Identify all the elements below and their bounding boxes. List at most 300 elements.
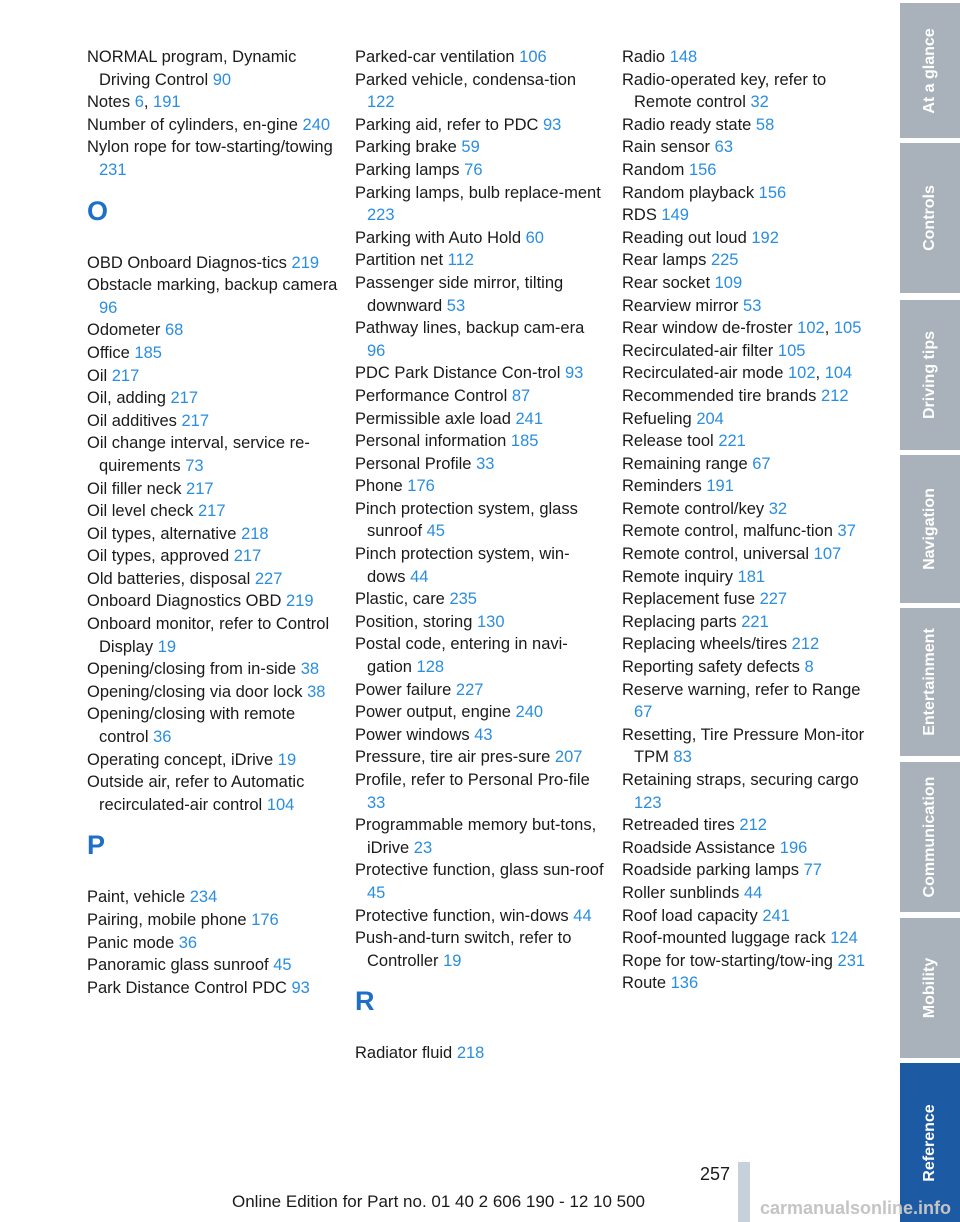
index-entry: [87, 365, 339, 388]
page-link[interactable]: 19: [443, 951, 462, 970]
index-entry: [355, 859, 607, 904]
page-link[interactable]: 102: [797, 319, 825, 338]
page-link[interactable]: 192: [751, 228, 779, 247]
page-link[interactable]: 217: [186, 479, 214, 498]
page-link[interactable]: 185: [134, 343, 162, 362]
index-term: Protective function, win-dows: [355, 906, 574, 925]
index-entry: [87, 771, 339, 816]
index-entry: [622, 927, 874, 950]
index-entry: [87, 478, 339, 501]
page-link[interactable]: 231: [837, 951, 866, 970]
index-term: Opening/closing via door lock: [87, 682, 308, 701]
index-entry: [87, 658, 339, 681]
section-letter: P: [87, 830, 106, 861]
index-entry: Notes 6, 191: [87, 93, 181, 112]
index-entry: [87, 274, 339, 319]
page-link[interactable]: 102: [787, 364, 816, 383]
page-link[interactable]: 76: [464, 160, 483, 179]
page-link[interactable]: 176: [407, 477, 435, 496]
index-entry: [355, 543, 607, 588]
page-link[interactable]: 156: [758, 183, 787, 202]
page-link[interactable]: 181: [737, 567, 766, 586]
index-entry: [87, 545, 339, 568]
index-term: Recirculated-air filter: [622, 341, 778, 360]
footer-edition: Online Edition for Part no. 01 40 2 606 190 - 12 10 500: [232, 1192, 646, 1211]
page-link[interactable]: 191: [706, 477, 734, 496]
index-entry: [87, 932, 339, 955]
section-letter: O: [87, 195, 109, 226]
index-entry: [87, 681, 339, 704]
page-link[interactable]: 38: [300, 660, 320, 679]
index-entry: [622, 114, 874, 137]
page-link[interactable]: 217: [233, 547, 262, 566]
index-term: Personal Profile: [355, 454, 477, 473]
index-entry: [87, 410, 339, 433]
index-term: Replacement fuse: [622, 590, 760, 609]
index-entry: [622, 543, 874, 566]
sidebar-tab-label: Controls: [921, 185, 938, 251]
index-term: Rain sensor: [622, 138, 715, 157]
index-entry: [622, 950, 874, 973]
index-term: Oil types, alternative: [87, 524, 242, 543]
index-entry: [622, 249, 874, 272]
index-column-3: [622, 46, 874, 995]
index-term: Retaining straps, securing cargo: [622, 771, 859, 789]
index-term: Roadside parking lamps: [622, 861, 804, 880]
index-entry: [87, 886, 339, 909]
index-term: Route: [622, 974, 671, 993]
index-term: Power windows: [355, 725, 475, 744]
index-entry: [622, 69, 874, 114]
index-term: Profile, refer to Personal Pro-file: [355, 771, 590, 789]
page-number-bar: [738, 1162, 750, 1222]
page-link[interactable]: 223: [367, 206, 395, 225]
page-link[interactable]: 185: [510, 432, 539, 451]
index-entry: [622, 408, 874, 431]
index-term: Recirculated-air mode: [622, 364, 788, 383]
page-link[interactable]: 32: [750, 93, 769, 112]
index-entry: [355, 362, 607, 385]
page-link[interactable]: 204: [696, 409, 724, 428]
page-link[interactable]: 221: [718, 432, 746, 451]
index-term: Remote control/key: [622, 499, 769, 518]
sidebar-tab-label: At a glance: [921, 27, 938, 114]
index-entry: [87, 342, 339, 365]
index-term: Protective function, glass sun-roof: [355, 861, 604, 880]
index-entry: [622, 46, 874, 69]
page-link[interactable]: 105: [833, 319, 862, 338]
index-term: Pressure, tire air pres-sure: [355, 748, 555, 767]
page-link[interactable]: 33: [476, 454, 495, 473]
index-entry: [622, 814, 874, 837]
index-term: Paint, vehicle: [87, 888, 190, 907]
sidebar-tab-communication[interactable]: [900, 762, 960, 912]
index-term: Push-and-turn switch, refer to Controller: [355, 929, 572, 970]
page-link[interactable]: 63: [714, 138, 733, 157]
index-term: Operating concept, iDrive: [87, 750, 278, 769]
index-term: Programmable memory but-tons, iDrive: [355, 816, 597, 857]
page-link[interactable]: 149: [661, 206, 689, 225]
page-link[interactable]: 240: [302, 115, 331, 134]
index-entry: [87, 977, 339, 1000]
page-link[interactable]: 207: [554, 748, 583, 767]
index-entry: [355, 272, 607, 317]
index-term: OBD Onboard Diagnos-tics: [87, 253, 292, 272]
index-entry: [355, 385, 607, 408]
index-term: Parking brake: [355, 138, 462, 157]
sidebar-tab-mobility[interactable]: [900, 918, 960, 1058]
index-term: Parked vehicle, condensa-tion: [355, 70, 577, 89]
page-link[interactable]: 104: [266, 795, 295, 814]
index-term: Park Distance Control PDC: [87, 978, 292, 997]
index-entry: [355, 498, 607, 543]
index-term: Plastic, care: [355, 590, 450, 609]
index-entry: [622, 159, 874, 182]
index-entry: [622, 905, 874, 928]
index-term: Phone: [355, 477, 408, 496]
index-entry: [87, 613, 339, 658]
index-entry: [622, 566, 874, 589]
index-term: Replacing parts: [622, 612, 742, 631]
index-entry: [622, 385, 874, 408]
index-term: Parking aid, refer to PDC: [355, 115, 543, 134]
page-link[interactable]: 19: [277, 750, 297, 769]
page-link[interactable]: 218: [241, 524, 269, 543]
index-entry: [355, 227, 607, 250]
index-term: Opening/closing with remote control: [87, 705, 296, 747]
index-term: Oil additives: [87, 411, 182, 430]
index-entry: [355, 1042, 607, 1065]
index-term: Office: [87, 343, 135, 362]
index-term: Reporting safety defects: [622, 658, 805, 677]
page-link[interactable]: 45: [273, 956, 292, 975]
page-link[interactable]: 176: [251, 911, 279, 929]
index-entry: [87, 136, 339, 181]
index-column-1: [87, 46, 339, 999]
index-term: Roadside Assistance: [622, 838, 780, 857]
index-term: Remaining range: [622, 454, 753, 473]
page-link[interactable]: 124: [830, 929, 858, 948]
chapter-sidebar: [900, 0, 960, 1222]
index-term: Remote inquiry: [622, 567, 738, 586]
page-link[interactable]: 44: [743, 883, 763, 902]
page-link[interactable]: 59: [461, 138, 480, 157]
index-entry: [622, 611, 874, 634]
page-link[interactable]: 104: [824, 364, 853, 383]
index-entry: [355, 633, 607, 678]
page-link[interactable]: 37: [837, 522, 856, 541]
page-link[interactable]: 53: [743, 296, 762, 315]
page-link[interactable]: 217: [111, 366, 140, 385]
index-entry: [355, 701, 607, 724]
index-term: Roof load capacity: [622, 906, 763, 925]
index-term: Notes: [87, 93, 135, 112]
page-link[interactable]: 240: [515, 703, 544, 722]
index-term: Replacing wheels/tires: [622, 635, 792, 654]
index-term: Radio: [622, 48, 670, 66]
index-entry: [87, 590, 339, 613]
index-term: Obstacle marking, backup camera: [87, 276, 338, 295]
index-term: Reading out loud: [622, 228, 752, 247]
index-term: NORMAL program, Dynamic Driving Control: [87, 48, 297, 89]
index-term: Personal information: [355, 432, 511, 451]
page-link[interactable]: 219: [291, 253, 320, 272]
index-term: Oil types, approved: [87, 547, 234, 566]
index-entry: [87, 46, 339, 91]
sidebar-tab-label: Driving tips: [921, 330, 938, 420]
index-entry: [87, 568, 339, 591]
page-link[interactable]: 217: [170, 389, 198, 408]
page-link[interactable]: 38: [307, 682, 326, 701]
page-link[interactable]: 87: [511, 386, 531, 405]
index-term: Radiator fluid: [355, 1044, 457, 1063]
page-link[interactable]: 227: [455, 680, 484, 699]
index-entry: [622, 972, 874, 995]
index-entry: [355, 724, 607, 747]
page-link[interactable]: 44: [573, 906, 592, 925]
page-link[interactable]: 23: [413, 838, 433, 857]
index-term: Permissible axle load: [355, 409, 516, 428]
page-link[interactable]: 44: [410, 567, 429, 586]
index-term: Rear window de-froster: [622, 319, 798, 338]
page-number: 257: [700, 1164, 731, 1184]
page-link[interactable]: 77: [803, 861, 822, 880]
page-link[interactable]: 112: [447, 251, 474, 270]
index-term: Power failure: [355, 680, 456, 699]
index-term: Power output, engine: [355, 703, 516, 722]
index-entry: [622, 498, 874, 521]
page-link[interactable]: 83: [673, 748, 692, 767]
page-link[interactable]: 212: [791, 635, 820, 654]
index-term: Performance Control: [355, 386, 512, 405]
page-link[interactable]: 128: [416, 658, 445, 677]
index-entry: [87, 523, 339, 546]
page-link[interactable]: 68: [164, 321, 184, 340]
index-entry: Rear window de-froster 102, 105: [622, 319, 862, 338]
index-entry: [87, 909, 339, 932]
index-term: Pinch protection system, glass sunroof: [355, 499, 578, 541]
page-link[interactable]: 73: [185, 456, 204, 475]
page-link[interactable]: 107: [813, 545, 842, 564]
page-link[interactable]: 93: [564, 364, 584, 383]
index-term: Oil, adding: [87, 389, 171, 408]
page-link[interactable]: 106: [519, 48, 547, 66]
index-term: Roller sunblinds: [622, 883, 744, 902]
index-entry: [622, 272, 874, 295]
page-link[interactable]: 43: [474, 725, 493, 744]
index-entry: [622, 136, 874, 159]
sidebar-tab-driving-tips[interactable]: [900, 300, 960, 450]
page-link[interactable]: 53: [446, 296, 466, 315]
index-column-2: [355, 46, 607, 1065]
index-entry: [355, 159, 607, 182]
index-entry: [622, 679, 874, 724]
page-link[interactable]: 217: [197, 502, 226, 521]
index-term: Rear socket: [622, 273, 715, 292]
index-term: Onboard Diagnostics OBD: [87, 592, 287, 611]
page-link[interactable]: 123: [634, 793, 662, 812]
page-link[interactable]: 235: [449, 590, 477, 609]
index-entry: [622, 340, 874, 363]
index-term: Parked-car ventilation: [355, 48, 520, 66]
index-term: Retreaded tires: [622, 816, 740, 835]
index-entry: [87, 432, 339, 477]
sidebar-tab-navigation[interactable]: [900, 455, 960, 603]
page-link[interactable]: 231: [99, 160, 127, 179]
index-term: Nylon rope for tow-starting/towing: [87, 138, 333, 157]
index-term: Rearview mirror: [622, 296, 744, 315]
page-link[interactable]: 241: [515, 409, 544, 428]
index-term: Random playback: [622, 183, 759, 202]
page-link[interactable]: 36: [153, 728, 172, 747]
index-entry: [355, 182, 607, 227]
index-entry: [622, 430, 874, 453]
sidebar-tab-controls[interactable]: [900, 143, 960, 293]
index-entry: [355, 408, 607, 431]
index-entry: [622, 453, 874, 476]
page-link[interactable]: 19: [157, 637, 177, 656]
index-entry: [87, 954, 339, 977]
page-link[interactable]: 122: [367, 93, 395, 112]
index-entry: [622, 227, 874, 250]
index-term: Rear lamps: [622, 251, 711, 270]
watermark: carmanualsonline.info: [760, 1198, 952, 1218]
index-entry: [87, 500, 339, 523]
index-entry: [355, 588, 607, 611]
page-link[interactable]: 196: [779, 838, 808, 857]
page-link[interactable]: 191: [153, 93, 181, 112]
index-entry: [355, 249, 607, 272]
index-term: Remote control, malfunc-tion: [622, 522, 838, 541]
page-link[interactable]: 227: [254, 569, 283, 588]
index-entry: [355, 769, 607, 814]
index-entry: [622, 656, 874, 679]
index-entry: [622, 475, 874, 498]
page-link[interactable]: 218: [456, 1044, 485, 1063]
page-link[interactable]: 93: [543, 115, 562, 134]
page-link[interactable]: 32: [768, 499, 788, 518]
index-term: Odometer: [87, 321, 165, 340]
page-link[interactable]: 93: [291, 978, 310, 997]
index-entry: [355, 46, 607, 69]
index-entry: [355, 611, 607, 634]
index-term: Outside air, refer to Automatic recirculated-air control: [87, 773, 305, 814]
index-term: Pairing, mobile phone: [87, 911, 252, 929]
page-link[interactable]: 225: [710, 251, 739, 270]
page-link[interactable]: 58: [755, 115, 775, 134]
index-entry: [622, 204, 874, 227]
index-term: Panic mode: [87, 933, 179, 952]
index-term: Recommended tire brands: [622, 386, 822, 405]
index-entry: [622, 837, 874, 860]
sidebar-tab-label: Entertainment: [921, 628, 938, 736]
page-link[interactable]: 67: [634, 703, 653, 722]
page-link[interactable]: 67: [752, 454, 771, 473]
page-link[interactable]: 212: [821, 386, 849, 405]
page-link[interactable]: 241: [762, 906, 790, 925]
sidebar-tab-label: Reference: [921, 1103, 938, 1182]
index-entry: [87, 319, 339, 342]
index-term: Resetting, Tire Pressure Mon-itor TPM: [622, 725, 865, 767]
index-entry: [355, 679, 607, 702]
page-link[interactable]: 45: [367, 883, 386, 902]
page-link[interactable]: 234: [189, 888, 218, 907]
page-link[interactable]: 6: [134, 93, 144, 112]
index-term: PDC Park Distance Con-trol: [355, 364, 565, 383]
page-link[interactable]: 60: [525, 228, 544, 247]
index-term: Oil level check: [87, 502, 198, 521]
page-link[interactable]: 33: [367, 793, 386, 812]
page-link[interactable]: 212: [739, 816, 767, 835]
page-link[interactable]: 109: [714, 273, 743, 292]
index-term: RDS: [622, 206, 662, 225]
index-term: Postal code, entering in navi-gation: [355, 635, 568, 677]
index-term: Release tool: [622, 432, 719, 451]
index-term: Roof-mounted luggage rack: [622, 929, 831, 948]
index-entry: [355, 746, 607, 769]
sidebar-tab-label: Navigation: [921, 488, 938, 570]
index-entry: [87, 114, 339, 137]
index-term: Pinch protection system, win-dows: [355, 545, 570, 586]
page-link[interactable]: 96: [99, 298, 118, 317]
page-link[interactable]: 136: [670, 974, 699, 993]
page-link[interactable]: 221: [741, 612, 769, 631]
page-link[interactable]: 8: [804, 658, 814, 677]
index-term: Reminders: [622, 477, 707, 496]
index-term: Old batteries, disposal: [87, 569, 255, 588]
page-link[interactable]: 36: [178, 933, 198, 952]
page-link[interactable]: 105: [777, 341, 806, 360]
index-term: Radio ready state: [622, 115, 756, 134]
page-link[interactable]: 130: [476, 612, 505, 631]
index-entry: [355, 814, 607, 859]
index-term: Random: [622, 160, 689, 179]
index-term: Panoramic glass sunroof: [87, 956, 274, 975]
sidebar-tab-label: Mobility: [921, 957, 938, 1019]
sidebar-tab-at-a-glance[interactable]: [900, 3, 960, 138]
index-term: Passenger side mirror, tilting downward: [355, 273, 564, 315]
section-letter: R: [355, 986, 375, 1017]
page-link[interactable]: 217: [181, 411, 209, 430]
index-entry: [355, 69, 607, 114]
sidebar-tab-entertainment[interactable]: [900, 608, 960, 756]
index-entry: [355, 475, 607, 498]
index-entry: [622, 520, 874, 543]
page-link[interactable]: 148: [669, 48, 698, 66]
index-term: Refueling: [622, 409, 697, 428]
index-term: Reserve warning, refer to Range: [622, 680, 861, 699]
index-entry: [355, 905, 607, 928]
index-term: Position, storing: [355, 612, 477, 631]
index-term: Radio-operated key, refer to Remote control: [622, 70, 827, 112]
page-link[interactable]: 90: [212, 70, 232, 89]
index-entry: [622, 182, 874, 205]
index-term: Parking with Auto Hold: [355, 228, 526, 247]
index-entry: [87, 703, 339, 748]
index-entry: [355, 453, 607, 476]
index-entry: [622, 588, 874, 611]
sidebar-tab-label: Communication: [921, 776, 938, 898]
page-link[interactable]: 156: [688, 160, 717, 179]
index-entry: [622, 633, 874, 656]
page-link[interactable]: 219: [286, 592, 314, 611]
index-entry: [622, 769, 874, 814]
page-link[interactable]: 96: [367, 341, 386, 360]
page-link[interactable]: 227: [759, 590, 788, 609]
index-entry: [622, 724, 874, 769]
index-entry: [355, 430, 607, 453]
page-link[interactable]: 45: [426, 522, 445, 541]
